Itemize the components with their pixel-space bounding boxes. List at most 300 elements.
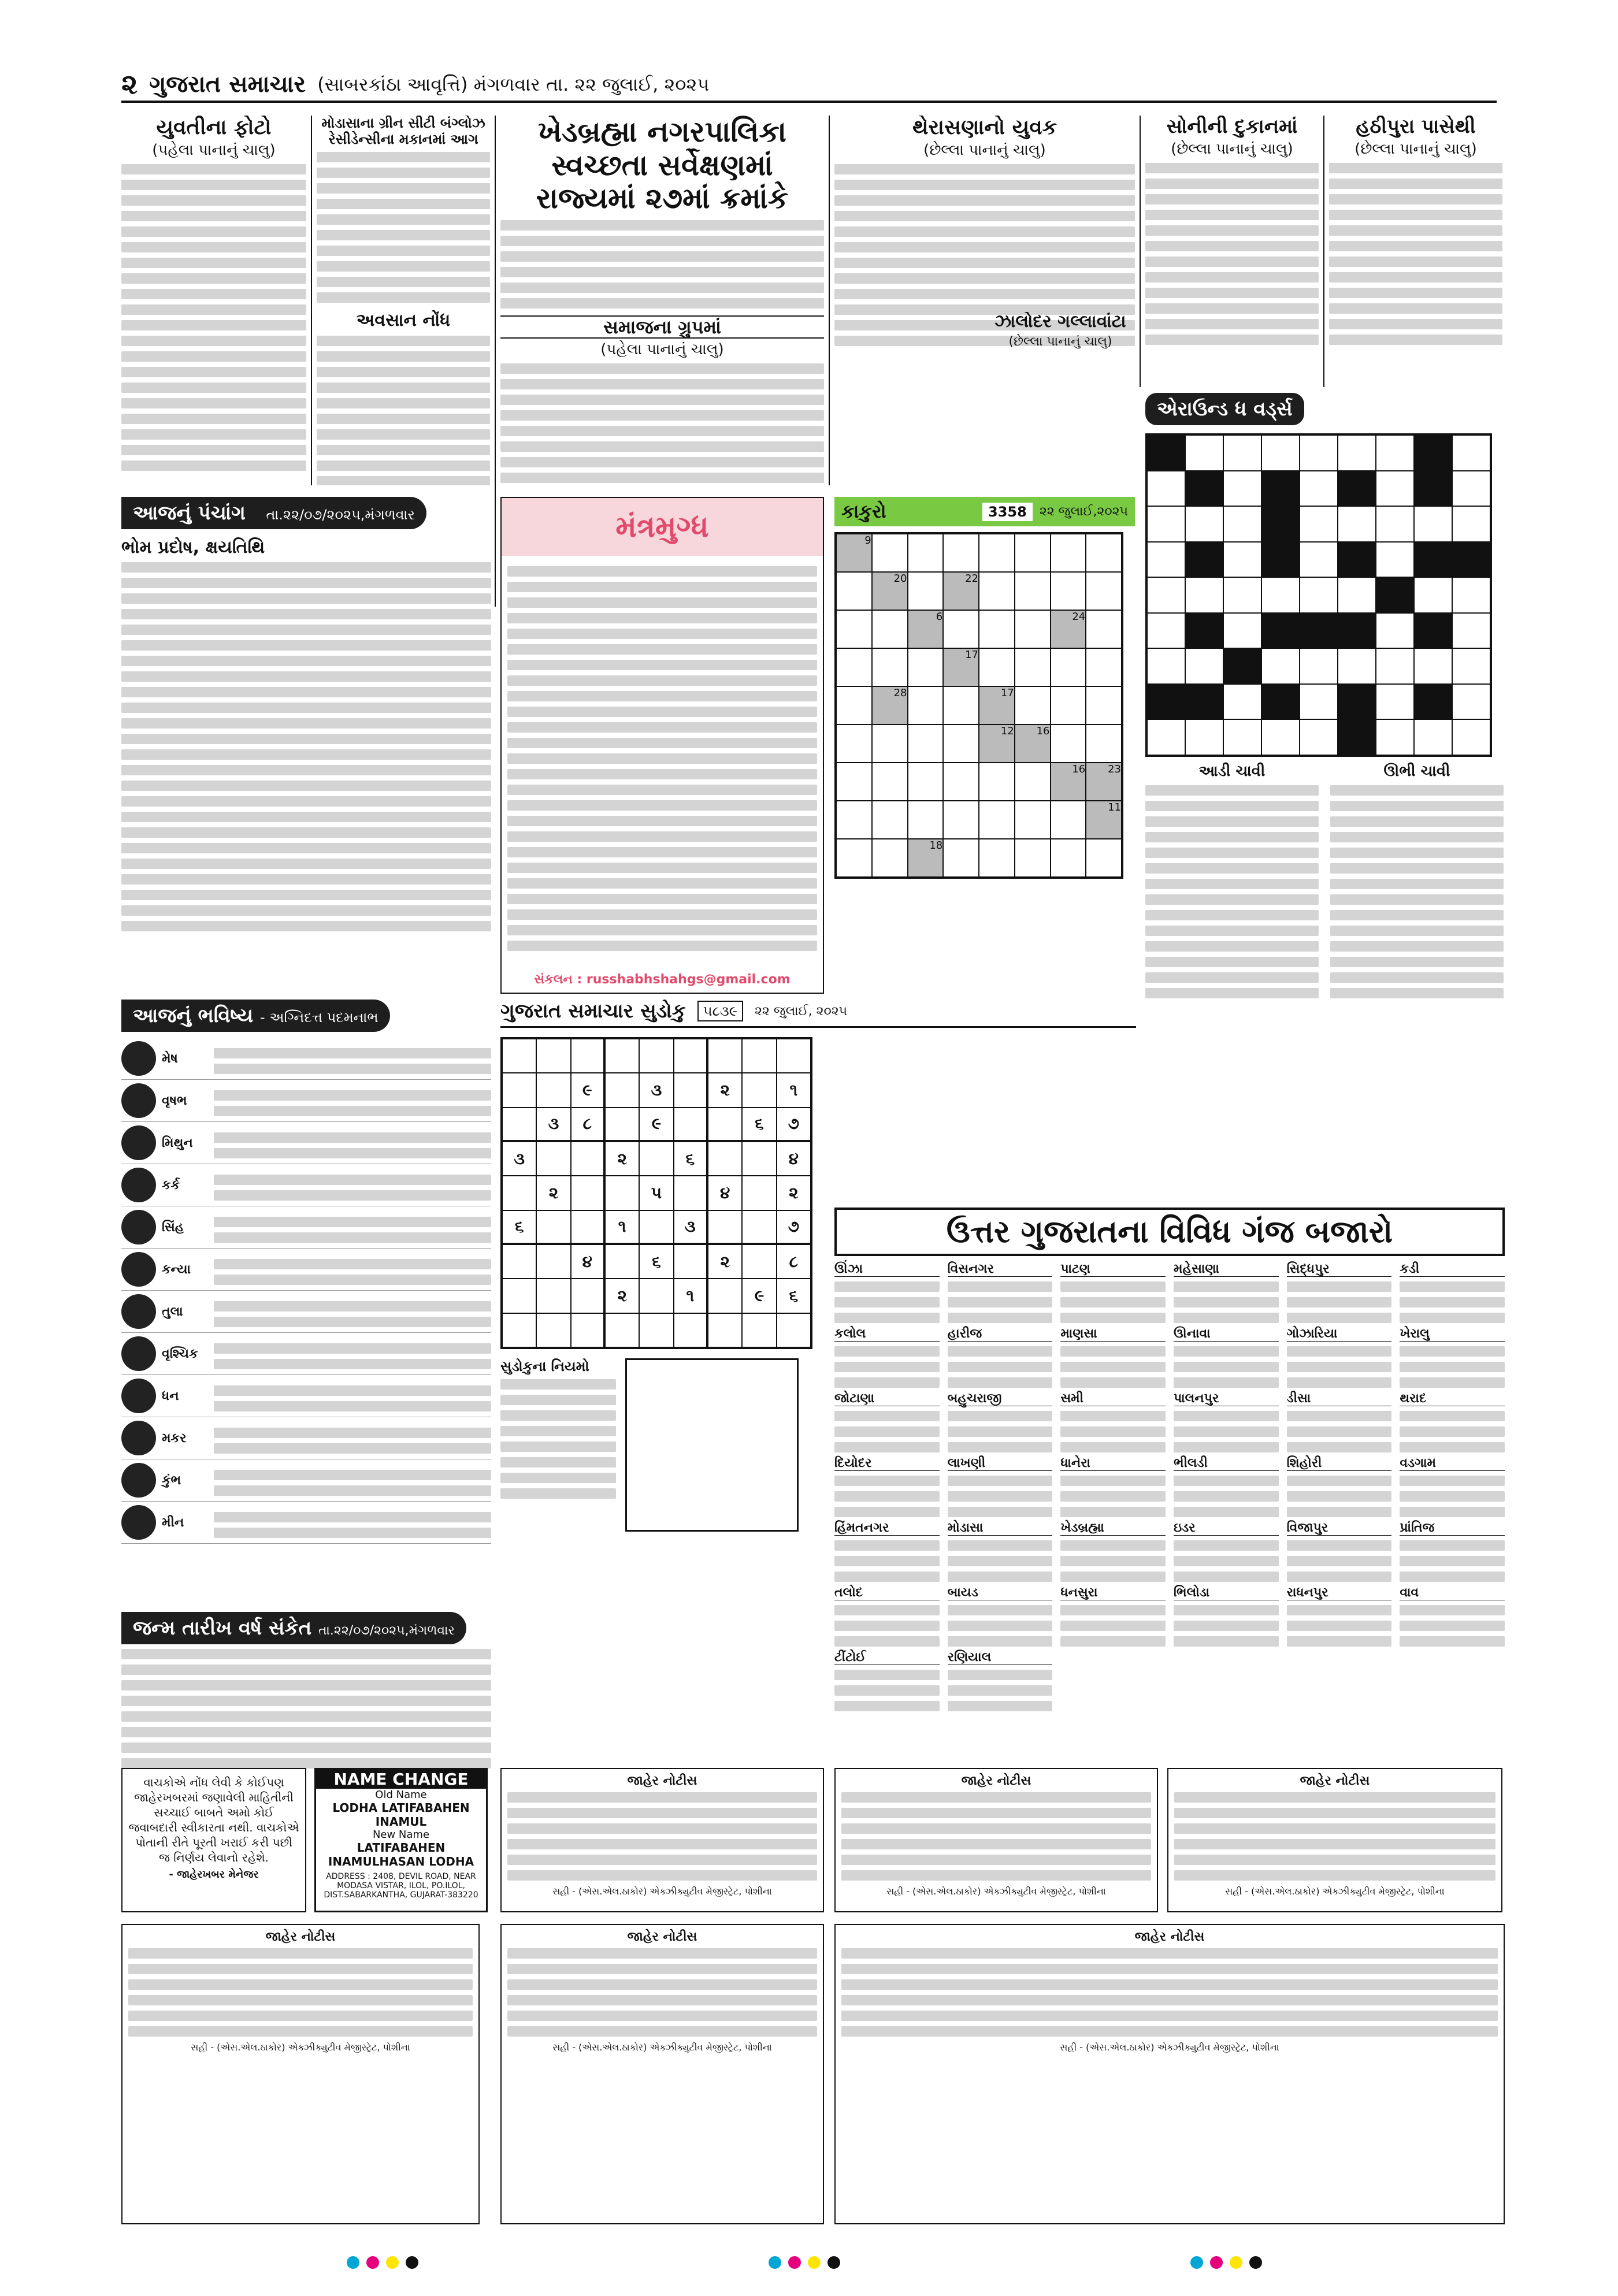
crossword-cell[interactable] <box>1223 435 1261 471</box>
market-center: ગોઝારિયા <box>1287 1327 1392 1388</box>
page-number: ૨ <box>121 68 138 101</box>
kakuro-cell[interactable] <box>943 839 979 877</box>
crossword-cell[interactable] <box>1185 577 1223 613</box>
print-dots <box>769 2256 840 2269</box>
sudoku-cell[interactable] <box>639 1279 673 1313</box>
market-center: પ્રાંતિજ <box>1400 1521 1505 1582</box>
crossword-cell[interactable] <box>1223 506 1261 542</box>
sudoku-cell[interactable] <box>502 1108 536 1142</box>
kakuro-cell[interactable] <box>1086 725 1122 763</box>
kakuro-cell[interactable] <box>908 648 944 686</box>
sudoku-cell[interactable] <box>502 1176 536 1210</box>
sudoku-cell[interactable]: ૬ <box>777 1279 811 1313</box>
sudoku-cell[interactable]: ૬ <box>674 1142 708 1176</box>
kakuro-cell[interactable]: 28 <box>872 686 908 725</box>
story-yuvati-photo <box>121 116 306 485</box>
sudoku-cell[interactable] <box>536 1039 570 1073</box>
crossword-cell <box>1185 684 1223 720</box>
kakuro-cell[interactable] <box>979 801 1015 839</box>
sudoku-cell[interactable] <box>502 1073 536 1107</box>
crossword-cell[interactable] <box>1300 542 1338 578</box>
crossword-cell[interactable] <box>1452 577 1490 613</box>
kakuro-cell[interactable] <box>1086 839 1122 877</box>
kakuro-cell[interactable] <box>836 648 872 686</box>
crossword-cell <box>1452 542 1490 578</box>
kakuro-cell[interactable] <box>1051 801 1086 839</box>
print-dots <box>1190 2256 1262 2269</box>
public-notice: જાહેર નોટીસ સહી - (એસ.એલ.ઠાકોર) એક્ઝીક્યુટીવ મેજીસ્ટ્રેટ, પોશીના <box>834 1924 1505 2224</box>
horoscope-row <box>121 1375 491 1417</box>
sudoku-cell[interactable] <box>742 1210 776 1244</box>
sudoku-cell[interactable] <box>536 1313 570 1347</box>
sudoku-cell[interactable] <box>502 1279 536 1313</box>
kakuro-cell[interactable] <box>872 763 908 801</box>
kakuro-cell[interactable] <box>979 839 1015 877</box>
kakuro-cell[interactable] <box>836 801 872 839</box>
story-title: ઝાલોદર ગલ્લાવાંટા <box>994 312 1126 332</box>
sudoku-cell[interactable] <box>674 1039 708 1073</box>
kakuro-cell[interactable] <box>1086 610 1122 648</box>
kakuro-cell[interactable] <box>872 534 908 572</box>
kakuro-cell[interactable]: 16 <box>1015 725 1051 763</box>
crossword-cell <box>1185 613 1223 649</box>
crossword-cell[interactable] <box>1376 506 1414 542</box>
sudoku-cell[interactable] <box>777 1039 811 1073</box>
sudoku-cell[interactable] <box>708 1313 742 1347</box>
zodiac-icon <box>121 1421 156 1455</box>
kakuro-cell[interactable] <box>979 534 1015 572</box>
crossword-cell <box>1376 577 1414 613</box>
sudoku-cell[interactable]: ૨ <box>777 1176 811 1210</box>
crossword-cell[interactable] <box>1300 506 1338 542</box>
crossword-cell[interactable] <box>1414 648 1452 684</box>
crossword-cell <box>1147 435 1185 471</box>
story-title: ખેડબ્રહ્મા નગરપાલિકા સ્વચ્છતા સર્વેક્ષણમાં રાજ્યમાં ૨૭માં ક્રમાંકે <box>536 116 789 215</box>
market-center: રણિયાલ <box>948 1650 1053 1711</box>
crossword-cell[interactable] <box>1185 648 1223 684</box>
sudoku-cell[interactable] <box>605 1244 639 1279</box>
crossword-cell <box>1223 648 1261 684</box>
crossword-cell[interactable] <box>1338 506 1376 542</box>
kakuro-cell[interactable] <box>1086 534 1122 572</box>
crossword-cell[interactable] <box>1185 719 1223 755</box>
kakuro-cell[interactable] <box>943 610 979 648</box>
sudoku-cell[interactable] <box>502 1039 536 1073</box>
sudoku-cell[interactable] <box>536 1210 570 1244</box>
kakuro-cell[interactable] <box>979 610 1015 648</box>
story-sub: (છેલ્લા પાનાનું ચાલુ) <box>1008 334 1112 349</box>
crossword-title: એરાઉન્ડ ધ વર્ડ્સ <box>1145 393 1304 425</box>
kakuro-cell[interactable] <box>943 534 979 572</box>
sudoku-cell[interactable] <box>536 1279 570 1313</box>
market-center: વાવ <box>1400 1585 1505 1647</box>
kakuro-cell[interactable]: 23 <box>1086 763 1122 801</box>
kakuro-cell[interactable] <box>872 725 908 763</box>
crossword-cell[interactable] <box>1300 684 1338 720</box>
sudoku-cell[interactable] <box>571 1176 605 1210</box>
market-center: દિયોદર <box>834 1456 940 1517</box>
public-notice: જાહેર નોટીસ સહી - (એસ.એલ.ઠાકોર) એક્ઝીક્યુટીવ મેજીસ્ટ્રેટ, પોશીના <box>834 1768 1158 1912</box>
sudoku-cell[interactable]: ૧ <box>605 1210 639 1244</box>
horoscope-row <box>121 1080 491 1122</box>
zodiac-name: તુલા <box>162 1304 183 1319</box>
crossword-cell[interactable] <box>1147 506 1185 542</box>
crossword-cell[interactable] <box>1452 684 1490 720</box>
kakuro-cell[interactable] <box>836 686 872 725</box>
crossword-cell[interactable] <box>1414 577 1452 613</box>
zodiac-icon <box>121 1252 156 1287</box>
kakuro-cell[interactable] <box>908 725 944 763</box>
sudoku-cell[interactable]: ૯ <box>639 1108 673 1142</box>
crossword-cell[interactable] <box>1147 613 1185 649</box>
sudoku-cell[interactable] <box>536 1073 570 1107</box>
sudoku-cell[interactable] <box>502 1313 536 1347</box>
kakuro-cell[interactable]: 24 <box>1051 610 1086 648</box>
sudoku-rules-title: સુડોકુના નિયમો <box>500 1358 589 1374</box>
crossword-cell[interactable] <box>1376 542 1414 578</box>
sudoku-cell[interactable] <box>674 1176 708 1210</box>
sudoku-cell[interactable]: ૧ <box>674 1279 708 1313</box>
zodiac-name: કન્યા <box>162 1262 191 1277</box>
crossword-cell <box>1261 613 1300 649</box>
kakuro-cell[interactable]: 17 <box>979 686 1015 725</box>
crossword-cell[interactable] <box>1300 435 1338 471</box>
crossword-cell[interactable] <box>1147 471 1185 507</box>
market-center: વિસનગર <box>948 1262 1053 1323</box>
sudoku-cell[interactable] <box>708 1210 742 1244</box>
edition-line: (સાબરકાંઠા આવૃત્તિ) મંગળવાર તા. ૨૨ જુલાઈ, ૨૦૨૫ <box>317 73 710 95</box>
kakuro-cell[interactable] <box>908 686 944 725</box>
sudoku-cell[interactable] <box>742 1039 776 1073</box>
kakuro-cell[interactable] <box>908 534 944 572</box>
crossword-cell[interactable] <box>1338 648 1376 684</box>
sudoku-cell[interactable]: ૯ <box>571 1073 605 1107</box>
sudoku-cell[interactable]: ૮ <box>571 1108 605 1142</box>
sudoku-cell[interactable] <box>639 1142 673 1176</box>
kakuro-cell[interactable] <box>979 572 1015 610</box>
kakuro-cell[interactable] <box>1051 839 1086 877</box>
kakuro-cell[interactable]: 22 <box>943 572 979 610</box>
sudoku-cell[interactable] <box>742 1244 776 1279</box>
story-sub: (છેલ્લા પાનાનું ચાલુ) <box>1171 140 1293 158</box>
zodiac-name: મેષ <box>162 1051 178 1066</box>
horoscope-row <box>121 1459 491 1502</box>
kakuro-cell[interactable] <box>1015 839 1051 877</box>
crossword-cell[interactable] <box>1414 506 1452 542</box>
sudoku-cell[interactable]: ૬ <box>502 1210 536 1244</box>
market-center: પાટણ <box>1060 1262 1166 1323</box>
sudoku-cell[interactable] <box>708 1039 742 1073</box>
kakuro-cell[interactable]: 17 <box>943 648 979 686</box>
kakuro-cell[interactable] <box>1051 648 1086 686</box>
crossword-cell[interactable] <box>1452 506 1490 542</box>
crossword-cell[interactable] <box>1261 648 1300 684</box>
sudoku-cell[interactable] <box>639 1313 673 1347</box>
horoscope-row <box>121 1333 491 1375</box>
sudoku-cell[interactable]: ૨ <box>708 1073 742 1107</box>
market-center: ઊનાવા <box>1174 1327 1279 1388</box>
kakuro-cell[interactable] <box>872 801 908 839</box>
sudoku-cell[interactable]: ૨ <box>536 1176 570 1210</box>
story-modasa-fire <box>317 116 490 485</box>
zodiac-name: ધન <box>162 1388 179 1403</box>
crossword-cell[interactable] <box>1223 471 1261 507</box>
sudoku-cell[interactable]: ૪ <box>708 1176 742 1210</box>
sudoku-date: ૨૨ જુલાઈ, ૨૦૨૫ <box>754 1004 848 1019</box>
crossword-cell[interactable] <box>1223 542 1261 578</box>
kakuro-cell[interactable] <box>1086 572 1122 610</box>
kakuro-cell[interactable] <box>1015 763 1051 801</box>
panchang-heading: ભોમ પ્રદોષ, ક્ષયતિથિ <box>121 537 265 558</box>
market-center: બાયડ <box>948 1585 1053 1647</box>
story-jhalodar <box>982 312 1138 485</box>
story-title: સોનીની દુકાનમાં <box>1166 116 1298 138</box>
kakuro-cell[interactable] <box>1015 610 1051 648</box>
crossword-cell <box>1414 435 1452 471</box>
crossword-cell[interactable] <box>1147 648 1185 684</box>
sudoku-cell[interactable] <box>571 1313 605 1347</box>
crossword-cell[interactable] <box>1147 542 1185 578</box>
sudoku-cell[interactable] <box>742 1073 776 1107</box>
ads-disclaimer-text: વાચકોએ નોંધ લેવી કે કોઈપણ જાહેરખબરમાં જણાવેલી માહિતીની સચ્ચાઈ બાબતે અમો કોઈ જવાબદારી સ્વીકારતા નથી. વાચકોએ પોતાની રીતે પૂરતી ખરાઈ કરી પછી જ નિર્ણય લેવાનો રહેશે. <box>128 1775 299 1864</box>
obituary-title: અવસાન નોંધ <box>356 310 451 331</box>
zodiac-icon <box>121 1125 156 1160</box>
kakuro-cell[interactable] <box>1015 534 1051 572</box>
kakuro-cell[interactable] <box>836 725 872 763</box>
sudoku-cell[interactable] <box>708 1279 742 1313</box>
kakuro-cell[interactable] <box>943 725 979 763</box>
sudoku-cell[interactable]: ૨ <box>605 1279 639 1313</box>
kakuro-cell[interactable] <box>908 763 944 801</box>
sudoku-cell[interactable]: ૧ <box>777 1073 811 1107</box>
sudoku-cell[interactable] <box>571 1279 605 1313</box>
crossword-cell[interactable] <box>1223 684 1261 720</box>
sudoku-cell[interactable]: ૨ <box>605 1142 639 1176</box>
sudoku-cell[interactable]: ૩ <box>502 1142 536 1176</box>
sudoku-cell[interactable]: ૬ <box>742 1108 776 1142</box>
sudoku-cell[interactable] <box>674 1073 708 1107</box>
sudoku-cell[interactable] <box>502 1244 536 1279</box>
kakuro-cell[interactable] <box>872 648 908 686</box>
crossword-cell[interactable] <box>1338 435 1376 471</box>
market-center: ભિલોડા <box>1174 1585 1279 1647</box>
crossword-cell <box>1338 719 1376 755</box>
market-center: મોડાસા <box>948 1521 1053 1582</box>
market-center: વિજાપુર <box>1287 1521 1392 1582</box>
sudoku-cell[interactable]: ૩ <box>674 1210 708 1244</box>
market-center: કડી <box>1400 1262 1505 1323</box>
market-center: થરાદ <box>1400 1391 1505 1452</box>
sudoku-cell[interactable] <box>605 1073 639 1107</box>
sudoku-cell[interactable] <box>639 1210 673 1244</box>
kakuro-cell[interactable] <box>872 839 908 877</box>
crossword-cell[interactable] <box>1376 435 1414 471</box>
kakuro-cell[interactable] <box>1015 801 1051 839</box>
sudoku-cell[interactable] <box>742 1313 776 1347</box>
crossword-cell[interactable] <box>1300 577 1338 613</box>
crossword-cell[interactable] <box>1452 648 1490 684</box>
crossword-cell[interactable] <box>1376 719 1414 755</box>
sudoku-cell[interactable]: ૯ <box>742 1279 776 1313</box>
crossword-cell[interactable] <box>1185 506 1223 542</box>
kakuro-cell[interactable] <box>836 572 872 610</box>
crossword-cell <box>1300 613 1338 649</box>
crossword-cell[interactable] <box>1261 577 1300 613</box>
kakuro-cell[interactable]: 20 <box>872 572 908 610</box>
kakuro-cell[interactable]: 12 <box>979 725 1015 763</box>
kakuro-cell[interactable] <box>836 763 872 801</box>
sudoku-cell[interactable] <box>605 1108 639 1142</box>
crossword-cell[interactable] <box>1300 648 1338 684</box>
crossword-cell[interactable] <box>1452 435 1490 471</box>
sudoku-cell[interactable] <box>536 1244 570 1279</box>
horoscope-section <box>121 1000 491 1606</box>
kakuro-cell[interactable] <box>1051 686 1086 725</box>
crossword-cell[interactable] <box>1223 577 1261 613</box>
kakuro-cell[interactable] <box>1015 572 1051 610</box>
crossword-cell[interactable] <box>1147 577 1185 613</box>
crossword-cell <box>1338 613 1376 649</box>
story-khedbrahma <box>500 116 824 485</box>
sudoku-cell[interactable] <box>605 1039 639 1073</box>
crossword-cell[interactable] <box>1300 719 1338 755</box>
horoscope-label: આજનું ભવિષ્ય - અગ્નિદત્ત પદમનાભ <box>121 1000 390 1032</box>
kakuro-cell[interactable] <box>908 801 944 839</box>
zodiac-name: કુંભ <box>162 1473 181 1488</box>
crossword-cell <box>1414 471 1452 507</box>
sudoku-cell[interactable] <box>571 1039 605 1073</box>
kakuro-cell[interactable] <box>1051 725 1086 763</box>
crossword-cell[interactable] <box>1414 719 1452 755</box>
sudoku-cell[interactable] <box>674 1313 708 1347</box>
kakuro-cell[interactable]: 11 <box>1086 801 1122 839</box>
sudoku-cell[interactable] <box>674 1108 708 1142</box>
zodiac-name: કર્ક <box>162 1177 180 1192</box>
sudoku-cell[interactable] <box>571 1210 605 1244</box>
sudoku-cell[interactable]: ૩ <box>639 1073 673 1107</box>
zodiac-name: મકર <box>162 1431 187 1446</box>
crossword-grid[interactable] <box>1145 433 1492 757</box>
sudoku-cell[interactable]: ૨ <box>708 1244 742 1279</box>
kakuro-cell[interactable] <box>908 572 944 610</box>
crossword-cell[interactable] <box>1223 719 1261 755</box>
kakuro-cell[interactable]: 18 <box>908 839 944 877</box>
sudoku-cell[interactable] <box>536 1142 570 1176</box>
sudoku-cell[interactable]: ૭ <box>777 1108 811 1142</box>
panchang-label: આજનું પંચાંગ તા.૨૨/૦૭/૨૦૨૫,મંગળવાર <box>121 497 426 529</box>
sudoku-cell[interactable] <box>674 1244 708 1279</box>
crossword-cell[interactable] <box>1223 613 1261 649</box>
public-notice: જાહેર નોટીસ સહી - (એસ.એલ.ઠાકોર) એક્ઝીક્યુટીવ મેજીસ્ટ્રેટ, પોશીના <box>121 1924 480 2224</box>
horoscope-row <box>121 1291 491 1333</box>
kakuro-cell[interactable] <box>1015 686 1051 725</box>
sudoku-cell[interactable]: ૫ <box>639 1176 673 1210</box>
kakuro-cell[interactable] <box>979 763 1015 801</box>
sudoku-cell[interactable] <box>605 1176 639 1210</box>
crossword-cell[interactable] <box>1452 613 1490 649</box>
crossword-cell[interactable] <box>1376 613 1414 649</box>
kakuro-cell[interactable] <box>836 839 872 877</box>
kakuro-cell[interactable] <box>1051 572 1086 610</box>
sudoku-cell[interactable] <box>571 1142 605 1176</box>
kakuro-cell[interactable]: 9 <box>836 534 872 572</box>
sudoku-grid[interactable] <box>500 1037 812 1349</box>
ads-disclaimer <box>121 1768 306 1912</box>
crossword-cell[interactable] <box>1147 719 1185 755</box>
sudoku-cell[interactable] <box>742 1142 776 1176</box>
crossword-cell[interactable] <box>1261 435 1300 471</box>
story-title: હઠીપુરા પાસેથી <box>1356 116 1476 138</box>
mantra-contact: સંકલન : russhabhshahgs@gmail.com <box>534 972 791 987</box>
crossword-cell[interactable] <box>1376 684 1414 720</box>
sudoku-cell[interactable]: ૪ <box>571 1244 605 1279</box>
sudoku-cell[interactable] <box>708 1108 742 1142</box>
new-name: LATIFABAHEN INAMULHASAN LODHA <box>328 1841 474 1868</box>
kakuro-cell[interactable] <box>943 686 979 725</box>
kakuro-cell[interactable] <box>979 648 1015 686</box>
public-notice: જાહેર નોટીસ સહી - (એસ.એલ.ઠાકોર) એક્ઝીક્યુટીવ મેજીસ્ટ્રેટ, પોશીના <box>500 1924 824 2224</box>
kakuro-cell[interactable] <box>836 610 872 648</box>
horoscope-row <box>121 1164 491 1206</box>
sudoku-cell[interactable] <box>742 1176 776 1210</box>
kakuro-cell[interactable]: 6 <box>908 610 944 648</box>
crossword-cell[interactable] <box>1261 719 1300 755</box>
crossword-cell[interactable] <box>1376 648 1414 684</box>
crossword-cell <box>1261 542 1300 578</box>
crossword-cell[interactable] <box>1452 719 1490 755</box>
crossword-cell[interactable] <box>1452 471 1490 507</box>
ads-signoff: - જાહેરખબર મેનેજર <box>169 1868 259 1881</box>
print-dots <box>347 2256 418 2269</box>
crossword-cell[interactable] <box>1376 471 1414 507</box>
kakuro-grid[interactable] <box>834 532 1123 879</box>
sudoku-cell[interactable]: ૭ <box>777 1210 811 1244</box>
kakuro-cell[interactable] <box>1015 648 1051 686</box>
sudoku-cell[interactable] <box>708 1142 742 1176</box>
zodiac-name: વૃષભ <box>162 1093 187 1108</box>
samaj-group-sub: (પહેલા પાનાનું ચાલુ) <box>600 341 724 359</box>
sudoku-cell[interactable]: ૮ <box>777 1244 811 1279</box>
kakuro-cell[interactable] <box>1086 686 1122 725</box>
crossword-cell[interactable] <box>1300 471 1338 507</box>
sudoku-cell[interactable]: ૪ <box>777 1142 811 1176</box>
crossword-cell[interactable] <box>1338 577 1376 613</box>
sudoku-cell[interactable] <box>777 1313 811 1347</box>
zodiac-icon <box>121 1463 156 1498</box>
sudoku-cell[interactable] <box>639 1039 673 1073</box>
across-label: આડી ચાવી <box>1198 763 1266 780</box>
horoscope-row <box>121 1249 491 1291</box>
kakuro-cell[interactable] <box>943 801 979 839</box>
kakuro-cell[interactable] <box>943 763 979 801</box>
crossword-cell <box>1261 684 1300 720</box>
market-center: મહેસાણા <box>1174 1262 1279 1323</box>
sudoku-cell[interactable] <box>605 1313 639 1347</box>
mantra-title: મંત્રમુગ્ધ <box>615 509 709 544</box>
public-notice: જાહેર નોટીસ સહી - (એસ.એલ.ઠાકોર) એક્ઝીક્યુટીવ મેજીસ્ટ્રેટ, પોશીના <box>1167 1768 1502 1912</box>
zodiac-icon <box>121 1379 156 1413</box>
kakuro-cell[interactable] <box>1051 534 1086 572</box>
kakuro-cell[interactable] <box>1086 648 1122 686</box>
market-center: લાખણી <box>948 1456 1053 1517</box>
sudoku-cell[interactable]: ૬ <box>639 1244 673 1279</box>
kakuro-cell[interactable] <box>872 610 908 648</box>
crossword-cell <box>1414 613 1452 649</box>
crossword-cell[interactable] <box>1185 435 1223 471</box>
horoscope-row <box>121 1502 491 1544</box>
kakuro-cell[interactable]: 16 <box>1051 763 1086 801</box>
sudoku-cell[interactable]: ૩ <box>536 1108 570 1142</box>
